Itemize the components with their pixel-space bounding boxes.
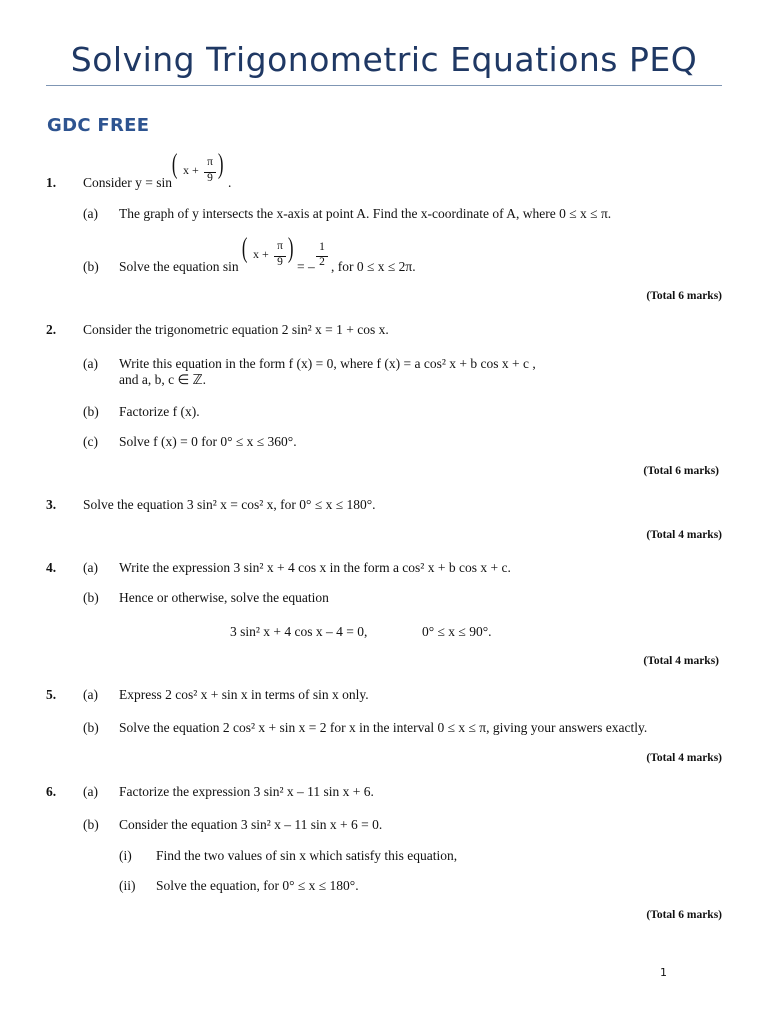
- question-3-number: 3.: [46, 497, 57, 512]
- q4-part-b-label: (b): [83, 590, 99, 605]
- q1b-inner-x: x +: [253, 247, 269, 261]
- q1-open-paren: (: [171, 149, 178, 180]
- q1b-half-den: 2: [319, 256, 325, 268]
- q2-part-c-text: Solve f (x) = 0 for 0° ≤ x ≤ 360°.: [119, 434, 297, 449]
- q1b-equals-minus: = –: [297, 259, 315, 274]
- q6-part-b-i-label: (i): [119, 848, 132, 863]
- q1-stem-end: .: [228, 175, 232, 190]
- question-1-stem-start: Consider y = sin: [83, 175, 172, 190]
- q1-total-marks: (Total 6 marks): [646, 290, 722, 302]
- q2-part-a-text-line2: and a, b, c ∈ ℤ.: [119, 372, 207, 387]
- question-5-number: 5.: [46, 687, 57, 702]
- q5-total-marks: (Total 4 marks): [646, 752, 722, 764]
- q1-close-paren: ): [217, 149, 224, 180]
- q6-part-a-label: (a): [83, 784, 98, 799]
- question-1-number: 1.: [46, 175, 57, 190]
- q2-total-marks: (Total 6 marks): [643, 465, 719, 477]
- title-underline: [46, 85, 722, 86]
- q1-stem-frac-den: 9: [207, 172, 213, 184]
- question-4-number: 4.: [46, 560, 57, 575]
- q1-stem-frac-num: π: [207, 156, 213, 168]
- q5-part-a-label: (a): [83, 687, 98, 702]
- q4-equation: 3 sin² x + 4 cos x – 4 = 0,: [230, 624, 368, 639]
- q6-part-a-text: Factorize the expression 3 sin² x – 11 sin x + 6.: [119, 784, 374, 799]
- q1b-frac-den: 9: [277, 256, 283, 268]
- page-title: Solving Trigonometric Equations PEQ: [70, 40, 698, 79]
- q2-part-a-text-line1: Write this equation in the form f (x) = 0, where f (x) = a cos² x + b cos x + c ,: [119, 356, 536, 371]
- q6-part-b-i-text: Find the two values of sin x which satisfy this equation,: [156, 848, 458, 863]
- question-3-stem: Solve the equation 3 sin² x = cos² x, for 0° ≤ x ≤ 180°.: [83, 497, 376, 512]
- question-6-number: 6.: [46, 784, 57, 799]
- q4-equation-range: 0° ≤ x ≤ 90°.: [422, 624, 492, 639]
- q5-part-b-label: (b): [83, 720, 99, 735]
- question-1-stem: [83, 175, 172, 191]
- q1-part-a-text: The graph of y intersects the x-axis at point A. Find the x-coordinate of A, where 0 ≤ x ≤ π.: [119, 206, 612, 221]
- q2-part-a-label: (a): [83, 356, 98, 371]
- q4-total-marks: (Total 4 marks): [643, 655, 719, 667]
- q1-stem-inner-x: x +: [183, 163, 199, 177]
- page-number: 1: [660, 966, 667, 979]
- q2-part-b-label: (b): [83, 404, 99, 419]
- q6-part-b-ii-label: (ii): [119, 878, 136, 893]
- q5-part-b-text: Solve the equation 2 cos² x + sin x = 2 for x in the interval 0 ≤ x ≤ π, giving your answers exactly.: [119, 720, 648, 735]
- q2-part-c-label: (c): [83, 434, 98, 449]
- q1-part-a-label: (a): [83, 206, 98, 221]
- q4-part-b-text: Hence or otherwise, solve the equation: [119, 590, 329, 605]
- q1b-close-paren: ): [287, 233, 294, 264]
- q1-part-b-text-start: Solve the equation sin: [119, 259, 239, 274]
- question-2-number: 2.: [46, 322, 57, 337]
- q1-part-b-text-end: , for 0 ≤ x ≤ 2π.: [331, 259, 416, 274]
- q6-part-b-text: Consider the equation 3 sin² x – 11 sin x + 6 = 0.: [119, 817, 383, 832]
- q1b-frac-num: π: [277, 240, 283, 252]
- q6-total-marks: (Total 6 marks): [646, 909, 722, 921]
- q5-part-a-text: Express 2 cos² x + sin x in terms of sin x only.: [119, 687, 369, 702]
- q4-part-a-text: Write the expression 3 sin² x + 4 cos x in the form a cos² x + b cos x + c.: [119, 560, 511, 575]
- q1b-open-paren: (: [241, 233, 248, 264]
- q6-part-b-ii-text: Solve the equation, for 0° ≤ x ≤ 180°.: [156, 878, 359, 893]
- q2-part-b-text: Factorize f (x).: [119, 404, 200, 419]
- q1-part-b-label: (b): [83, 259, 99, 274]
- q3-total-marks: (Total 4 marks): [646, 529, 722, 541]
- section-heading: GDC FREE: [47, 115, 150, 136]
- q4-part-a-label: (a): [83, 560, 98, 575]
- q6-part-b-label: (b): [83, 817, 99, 832]
- question-2-stem: Consider the trigonometric equation 2 sin² x = 1 + cos x.: [83, 322, 389, 337]
- q1b-half-num: 1: [319, 241, 325, 253]
